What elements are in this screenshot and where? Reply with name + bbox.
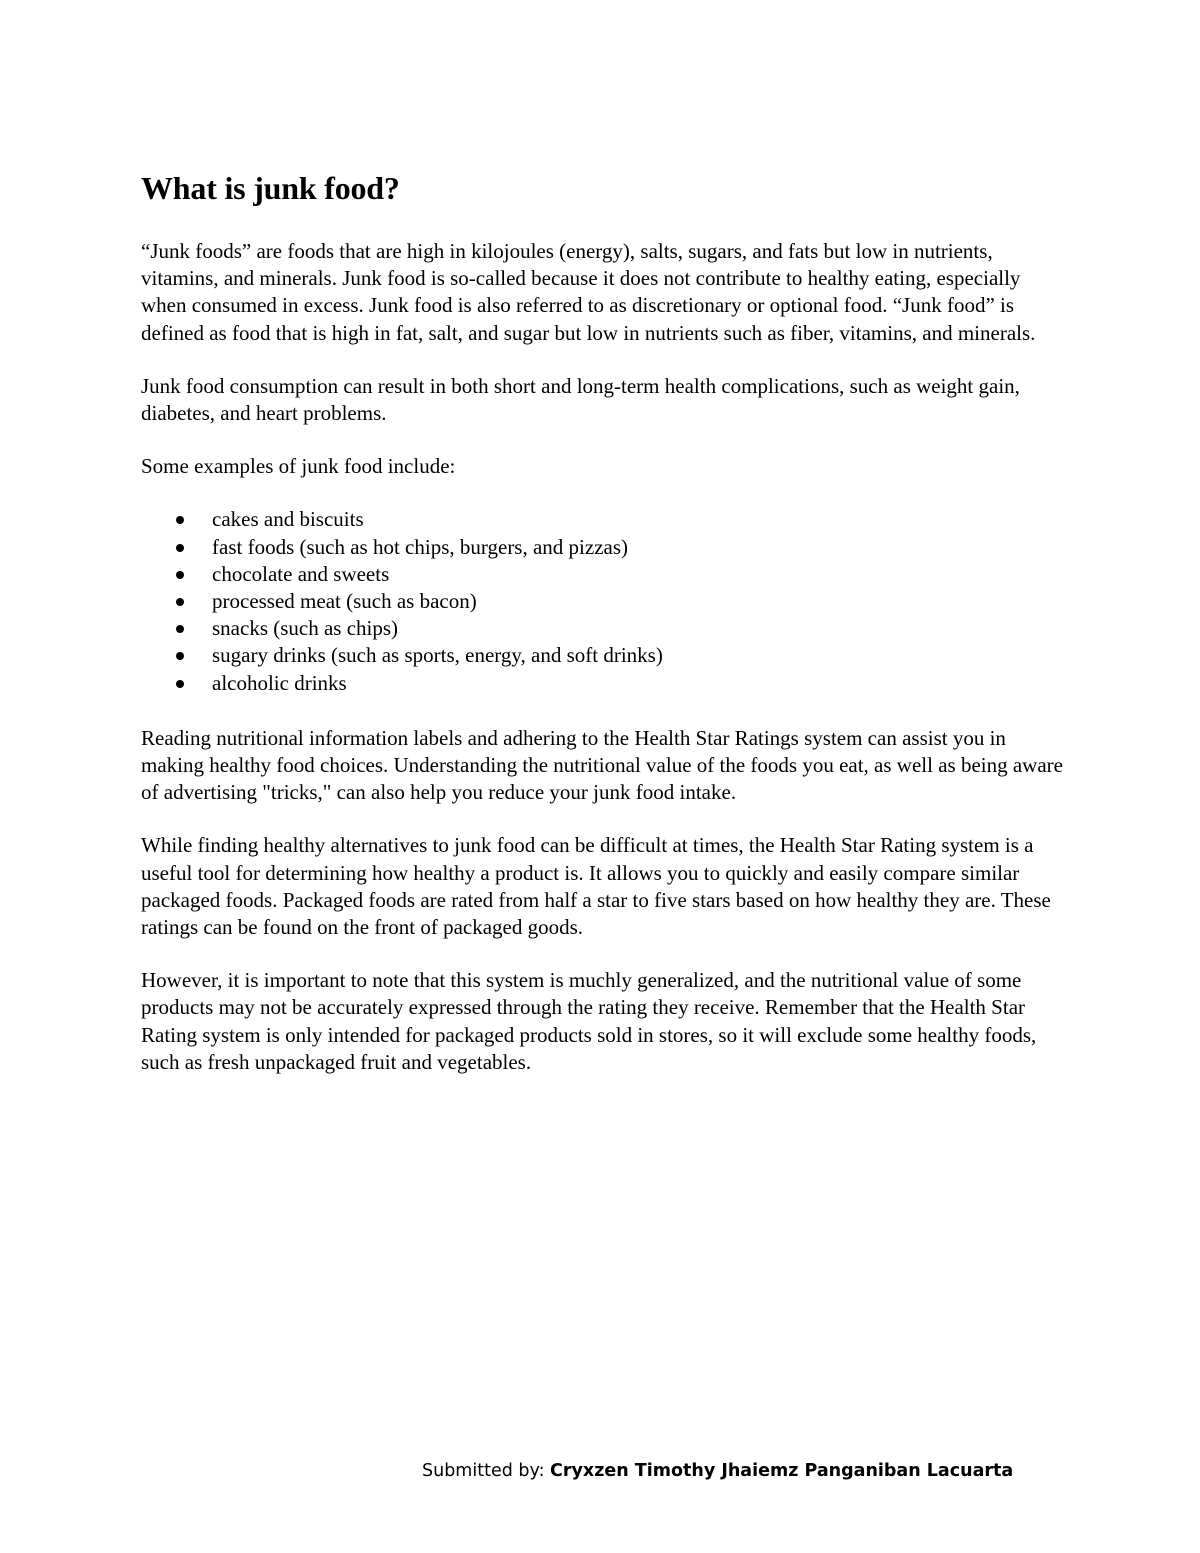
list-item-text: sugary drinks (such as sports, energy, and soft drinks)	[212, 643, 663, 668]
list-item-text: fast foods (such as hot chips, burgers, and pizzas)	[212, 534, 629, 559]
author-name: Cryxzen Timothy Jhaiemz Panganiban Lacuarta	[550, 1461, 1014, 1481]
list-item	[141, 642, 1071, 669]
paragraph-health-star-rating: While finding healthy alternatives to junk food can be difficult at times, the Health Star Rating system is a useful tool for determining how healthy a product is. It allows you to quickly and easily compare similar packaged foods. Packaged foods are rated from half a star to five stars based on how healthy they are. These ratings can be found on the front of packaged goods.	[141, 833, 1051, 940]
list-item-text: processed meat (such as bacon)	[212, 589, 477, 614]
submission-footer	[422, 1459, 1013, 1483]
bullet-icon	[176, 544, 184, 552]
list-item	[141, 561, 1071, 588]
list-item-text: cakes and biscuits	[212, 507, 364, 532]
document-body	[141, 168, 1071, 1102]
page-title: What is junk food?	[141, 170, 400, 206]
paragraph-health-effects: Junk food consumption can result in both short and long-term health complications, such as weight gain, diabetes, and heart problems.	[141, 373, 1020, 426]
list-item-text: alcoholic drinks	[212, 670, 347, 695]
list-item	[141, 506, 1071, 533]
bullet-icon	[176, 652, 184, 660]
paragraph-definition: “Junk foods” are foods that are high in kilojoules (energy), salts, sugars, and fats but low in nutrients, vitamins, and minerals. Junk food is so-called because it does not contribute to healthy eating, especially when consumed in excess. Junk food is also referred to as discretionary or optional food. “Junk food” is defined as food that is high in fat, salt, and sugar but low in nutrients such as fiber, vitamins, and minerals.	[141, 239, 1036, 345]
footer-label: Submitted by:	[422, 1461, 551, 1481]
list-item-text: chocolate and sweets	[212, 561, 390, 586]
bullet-icon	[176, 516, 184, 524]
list-item	[141, 588, 1071, 615]
bullet-icon	[176, 625, 184, 633]
list-item	[141, 615, 1071, 642]
paragraph-rating-limitations: However, it is important to note that this system is muchly generalized, and the nutritional value of some products may not be accurately expressed through the rating they receive. Remember that the Health Star Rating system is only intended for packaged products sold in stores, so it will exclude some healthy foods, such as fresh unpackaged fruit and vegetables.	[141, 968, 1037, 1074]
bullet-icon	[176, 598, 184, 606]
list-item	[141, 670, 1071, 697]
bullet-icon	[176, 571, 184, 579]
list-item-text: snacks (such as chips)	[212, 616, 399, 641]
paragraph-examples-intro: Some examples of junk food include:	[141, 454, 456, 479]
paragraph-nutrition-labels: Reading nutritional information labels and adhering to the Health Star Ratings system can assist you in making healthy food choices. Understanding the nutritional value of the foods you eat, as well as being aware of advertising "tricks," can also help you reduce your junk food intake.	[141, 725, 1063, 805]
bullet-icon	[176, 680, 184, 688]
list-item	[141, 534, 1071, 561]
examples-list	[141, 506, 1071, 696]
